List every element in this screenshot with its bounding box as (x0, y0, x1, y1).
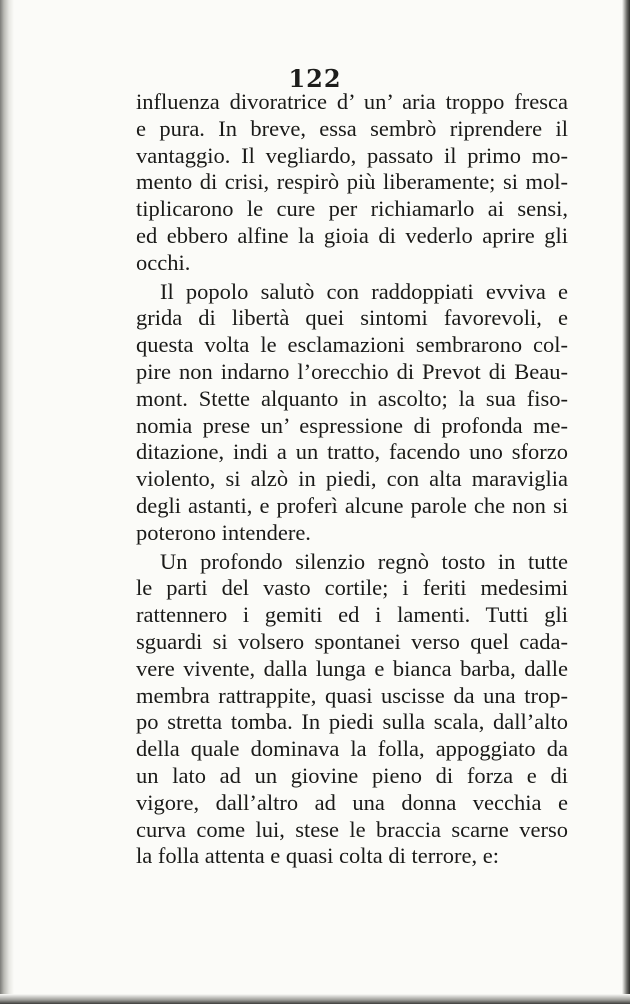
text-line: le parti del vasto cortile; i feriti medesimi (136, 575, 568, 601)
page-binding-shadow (0, 0, 14, 1004)
text-line: vantaggio. Il vegliardo, passato il primo mo- (136, 142, 568, 168)
text-line: un lato ad un giovine pieno di forza e di (136, 762, 568, 788)
text-line: poterono intendere. (136, 519, 311, 545)
text-line: pire non indarno l’orecchio di Prevot di Beau- (136, 358, 568, 384)
page-bottom-shadow (0, 994, 630, 1004)
text-line: occhi. (136, 249, 191, 275)
text-line: della quale dominava la folla, appoggiato da (136, 736, 568, 762)
text-line: sguardi si volsero spontanei verso quel cada- (136, 628, 568, 654)
text-line: mont. Stette alquanto in ascolto; la sua fiso- (136, 385, 568, 411)
text-line: tiplicarono le cure per richiamarlo ai sensi, (136, 196, 568, 222)
paragraph-1 (136, 89, 568, 277)
text-line: po stretta tomba. In piedi sulla scala, dall’alto (136, 709, 568, 735)
text-line: rattennero i gemiti ed i lamenti. Tutti gli (136, 602, 568, 628)
text-line: la folla attenta e quasi colta di terrore, e: (136, 843, 499, 869)
text-line: grida di libertà quei sintomi favorevoli, e (136, 305, 568, 331)
page-edge-shadow (622, 0, 630, 1004)
text-line: questa volta le esclamazioni sembrarono col- (136, 332, 568, 358)
text-line: ditazione, indi a un tratto, facendo uno sforzo (136, 439, 568, 465)
text-line: influenza divoratrice d’ un’ aria troppo fresca (136, 89, 568, 114)
text-line: degli astanti, e proferì alcune parole che non si (136, 492, 568, 518)
body-text (136, 89, 568, 870)
text-line: vigore, dall’altro ad una donna vecchia e (136, 789, 568, 815)
paragraph-2 (136, 279, 568, 547)
page-number: 122 (288, 64, 342, 93)
paragraph-3 (136, 549, 568, 871)
text-line: curva come lui, stese le braccia scarne verso (136, 816, 568, 842)
text-line: Il popolo salutò con raddoppiati evviva e (160, 278, 568, 304)
text-line: Un profondo silenzio regnò tosto in tutte (160, 548, 568, 574)
text-line: ed ebbero alfine la gioia di vederlo aprire gli (136, 222, 568, 248)
text-line: e pura. In breve, essa sembrò riprendere il (136, 115, 568, 141)
text-line: mento di crisi, respirò più liberamente; si mol- (136, 169, 568, 195)
text-line: membra rattrappite, quasi uscisse da una trop- (136, 682, 568, 708)
text-line: vere vivente, dalla lunga e bianca barba, dalle (136, 655, 568, 681)
text-line: nomia prese un’ espressione di profonda me- (136, 412, 568, 438)
text-line: violento, si alzò in piedi, con alta maraviglia (136, 466, 568, 492)
